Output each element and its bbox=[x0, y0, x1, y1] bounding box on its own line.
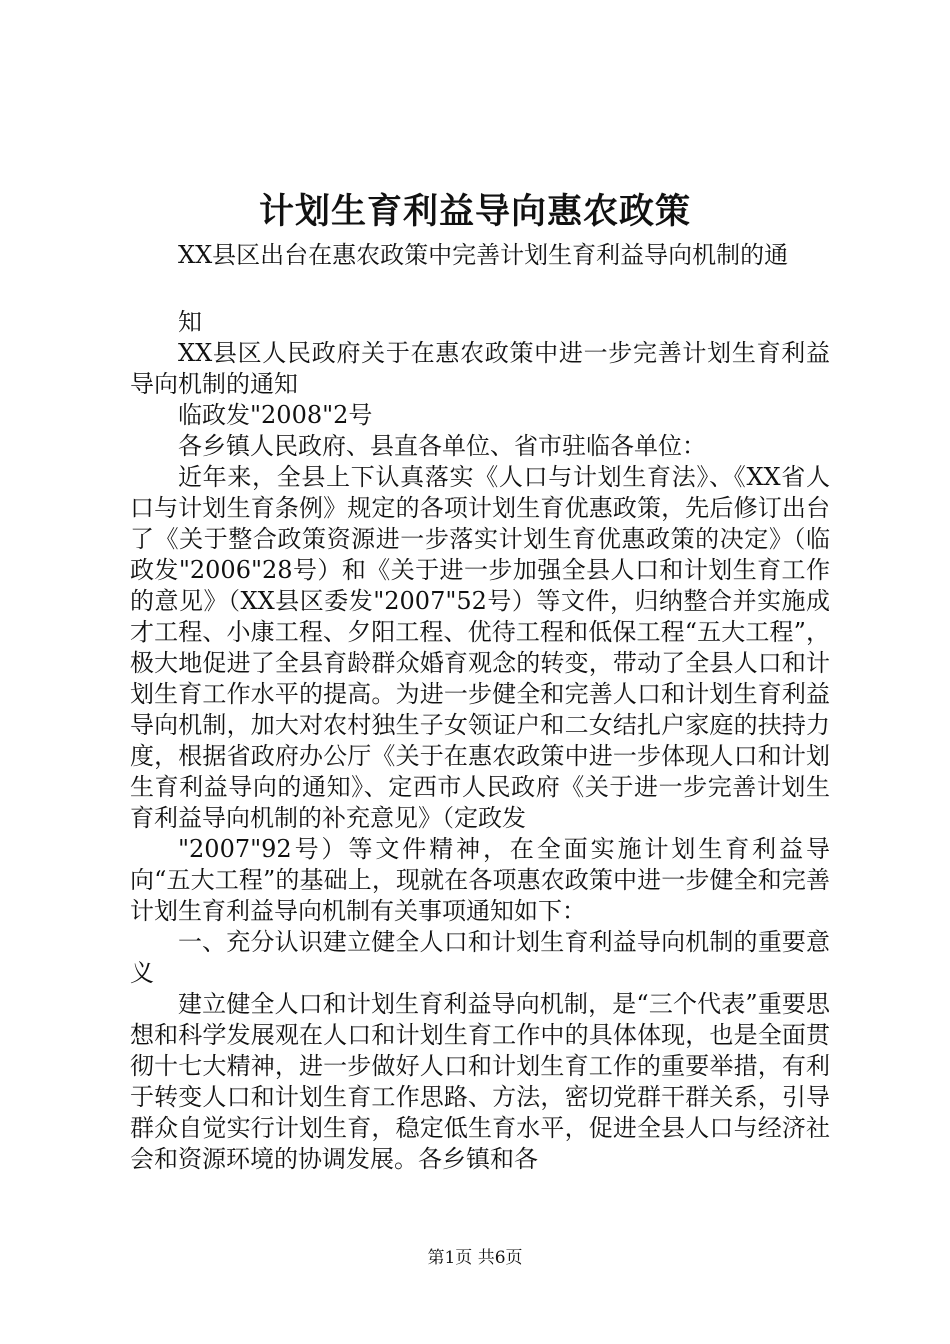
page-number-footer: 第1页 共6页 bbox=[427, 1248, 523, 1268]
paragraph-heading-line-1: XX县区出台在惠农政策中完善计划生育利益导向机制的通 bbox=[178, 241, 789, 269]
paragraph-background: 近年来，全县上下认真落实《人口与计划生育法》、《XX省人口与计划生育条例》规定的各项计划生育优惠政策，先后修订出台了《关于整合政策资源进一步落实计划生育优惠政策的决定》（临政发"2006"28号）和《关于进一步加强全县人口和计划生育工作的意见》（XX县区委发"2007"52号）等文件，归纳整合并实施成才工程、小康工程、夕阳工程、优待工程和低保工程“五大工程”，极大地促进了全县育龄群众婚育观念的转变，带动了全县人口和计划生育工作水平的提高。为进一步健全和完善人口和计划生育利益导向机制，加大对农村独生子女领证户和二女结扎户家庭的扶持力度，根据省政府办公厅《关于在惠农政策中进一步体现人口和计划生育利益导向的通知》、定西市人民政府《关于进一步完善计划生育利益导向机制的补充意见》（定政发 bbox=[130, 463, 830, 832]
paragraph-continuation: "2007"92号）等文件精神，在全面实施计划生育利益导向“五大工程”的基础上，现就在各项惠农政策中进一步健全和完善计划生育利益导向机制有关事项通知如下： bbox=[130, 835, 830, 925]
document-body bbox=[130, 240, 830, 1175]
document-title: 计划生育利益导向惠农政策 bbox=[258, 191, 691, 232]
line-gap bbox=[130, 271, 830, 307]
paragraph-heading-line-2: 知 bbox=[178, 308, 202, 336]
paragraph-section-one-body: 建立健全人口和计划生育利益导向机制，是“三个代表”重要思想和科学发展观在人口和计划生育工作中的具体体现，也是全面贯彻十七大精神，进一步做好人口和计划生育工作的重要举措，有利于转变人口和计划生育工作思路、方法，密切党群干群关系，引导群众自觉实行计划生育，稳定低生育水平，促进全县人口与经济社会和资源环境的协调发展。各乡镇和各 bbox=[130, 990, 830, 1173]
paragraph-addressees: 各乡镇人民政府、县直各单位、省市驻临各单位： bbox=[178, 432, 706, 460]
paragraph-section-one-heading: 一、充分认识建立健全人口和计划生育利益导向机制的重要意义 bbox=[130, 928, 830, 987]
paragraph-document-number: 临政发"2008"2号 bbox=[178, 401, 373, 429]
paragraph-notice-title: XX县区人民政府关于在惠农政策中进一步完善计划生育利益导向机制的通知 bbox=[130, 339, 830, 398]
